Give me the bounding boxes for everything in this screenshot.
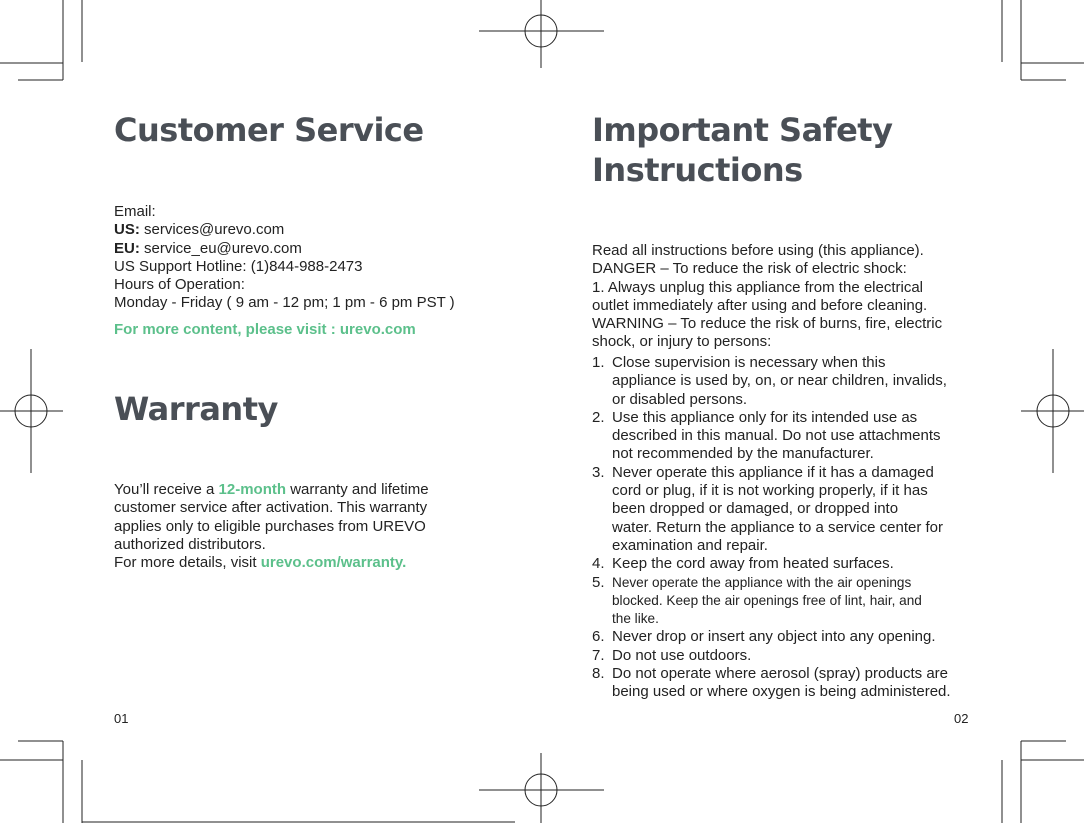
item-text: being used or where oxygen is being administered.	[612, 683, 951, 701]
item-text: Close supervision is necessary when this	[612, 354, 886, 371]
item-text: Keep the cord away from heated surfaces.	[612, 555, 894, 573]
item-text: Never operate the appliance with the air openings	[612, 574, 912, 590]
item-text: described in this manual. Do not use attachments	[612, 427, 941, 445]
list-item	[592, 665, 951, 702]
item-text: appliance is used by, on, or near children, invalids,	[612, 372, 947, 390]
customer-service-title: Customer Service	[114, 111, 424, 149]
list-item	[592, 354, 951, 409]
safety-title	[592, 110, 892, 190]
item-number: 7.	[592, 646, 605, 664]
page-number-right: 02	[954, 711, 969, 726]
item-number: 3.	[592, 463, 605, 481]
item-number: 2.	[592, 408, 605, 426]
eu-label: EU:	[114, 239, 140, 257]
item-text: Use this appliance only for its intended use as	[612, 408, 918, 426]
item-number: 1.	[592, 354, 605, 371]
item-number: 8.	[592, 665, 605, 683]
item-text: water. Return the appliance to a service center for	[612, 518, 944, 536]
item-text: Do not operate where aerosol (spray) products are	[612, 665, 949, 683]
item-text: examination and repair.	[612, 536, 768, 554]
item-number: 4.	[592, 555, 605, 573]
us-email-row	[114, 221, 455, 239]
intro-line: DANGER – To reduce the risk of electric shock:	[592, 260, 907, 278]
eu-email-row	[114, 240, 455, 258]
item-number: 5.	[592, 573, 605, 591]
warranty-line-1	[114, 481, 429, 499]
hours-label: Hours of Operation:	[114, 276, 245, 294]
safety-intro	[592, 242, 942, 352]
item-text: the like.	[612, 611, 659, 627]
safety-title-line-1: Important Safety	[592, 111, 893, 149]
warranty-title: Warranty	[114, 390, 278, 428]
item-text: Never drop or insert any object into any opening.	[612, 628, 936, 646]
warranty-line-4: authorized distributors.	[114, 535, 266, 553]
eu-email: service_eu@urevo.com	[144, 239, 302, 257]
warranty-text	[114, 481, 429, 572]
warranty-details-link: urevo.com/warranty.	[260, 554, 407, 572]
list-item	[592, 647, 951, 665]
item-text: Never operate this appliance if it has a damaged	[612, 463, 934, 481]
warranty-line1-post: warranty and lifetime	[290, 481, 429, 498]
warranty-pre: You’ll receive a	[114, 481, 215, 498]
list-item	[592, 409, 951, 464]
warranty-details-row	[114, 554, 429, 572]
item-text: been dropped or damaged, or dropped into	[612, 500, 899, 518]
item-text: not recommended by the manufacturer.	[612, 445, 874, 463]
warranty-details-pre: For more details, visit	[114, 554, 257, 572]
intro-line: Read all instructions before using (this appliance).	[592, 242, 924, 259]
us-label: US:	[114, 221, 140, 239]
item-number: 6.	[592, 628, 605, 646]
support-hotline: US Support Hotline: (1)844-988-2473	[114, 257, 363, 275]
safety-instructions-list	[592, 354, 951, 702]
contact-block	[114, 203, 455, 313]
intro-line: WARNING – To reduce the risk of burns, fire, electric	[592, 315, 943, 333]
item-text: Do not use outdoors.	[612, 646, 752, 664]
list-item	[592, 464, 951, 555]
intro-line: outlet immediately after using and before cleaning.	[592, 296, 928, 314]
list-item	[592, 574, 951, 629]
warranty-line-2: customer service after activation. This warranty	[114, 499, 428, 517]
intro-line: 1. Always unplug this appliance from the electrical	[592, 278, 924, 296]
item-text: blocked. Keep the air openings free of lint, hair, and	[612, 592, 922, 608]
item-text: cord or plug, if it is not working properly, if it has	[612, 482, 928, 500]
warranty-term: 12-month	[218, 481, 287, 498]
item-text: or disabled persons.	[612, 390, 748, 408]
list-item	[592, 555, 951, 573]
list-item	[592, 628, 951, 646]
safety-title-line-2: Instructions	[592, 151, 803, 189]
us-email: services@urevo.com	[144, 221, 285, 239]
hours-of-operation: Monday - Friday ( 9 am - 12 pm; 1 pm - 6 pm PST )	[114, 294, 455, 312]
intro-line: shock, or injury to persons:	[592, 333, 772, 351]
warranty-line-3: applies only to eligible purchases from UREVO	[114, 517, 426, 535]
email-label: Email:	[114, 203, 156, 220]
more-content-link: For more content, please visit : urevo.com	[114, 321, 416, 338]
page-number-left: 01	[114, 711, 129, 726]
